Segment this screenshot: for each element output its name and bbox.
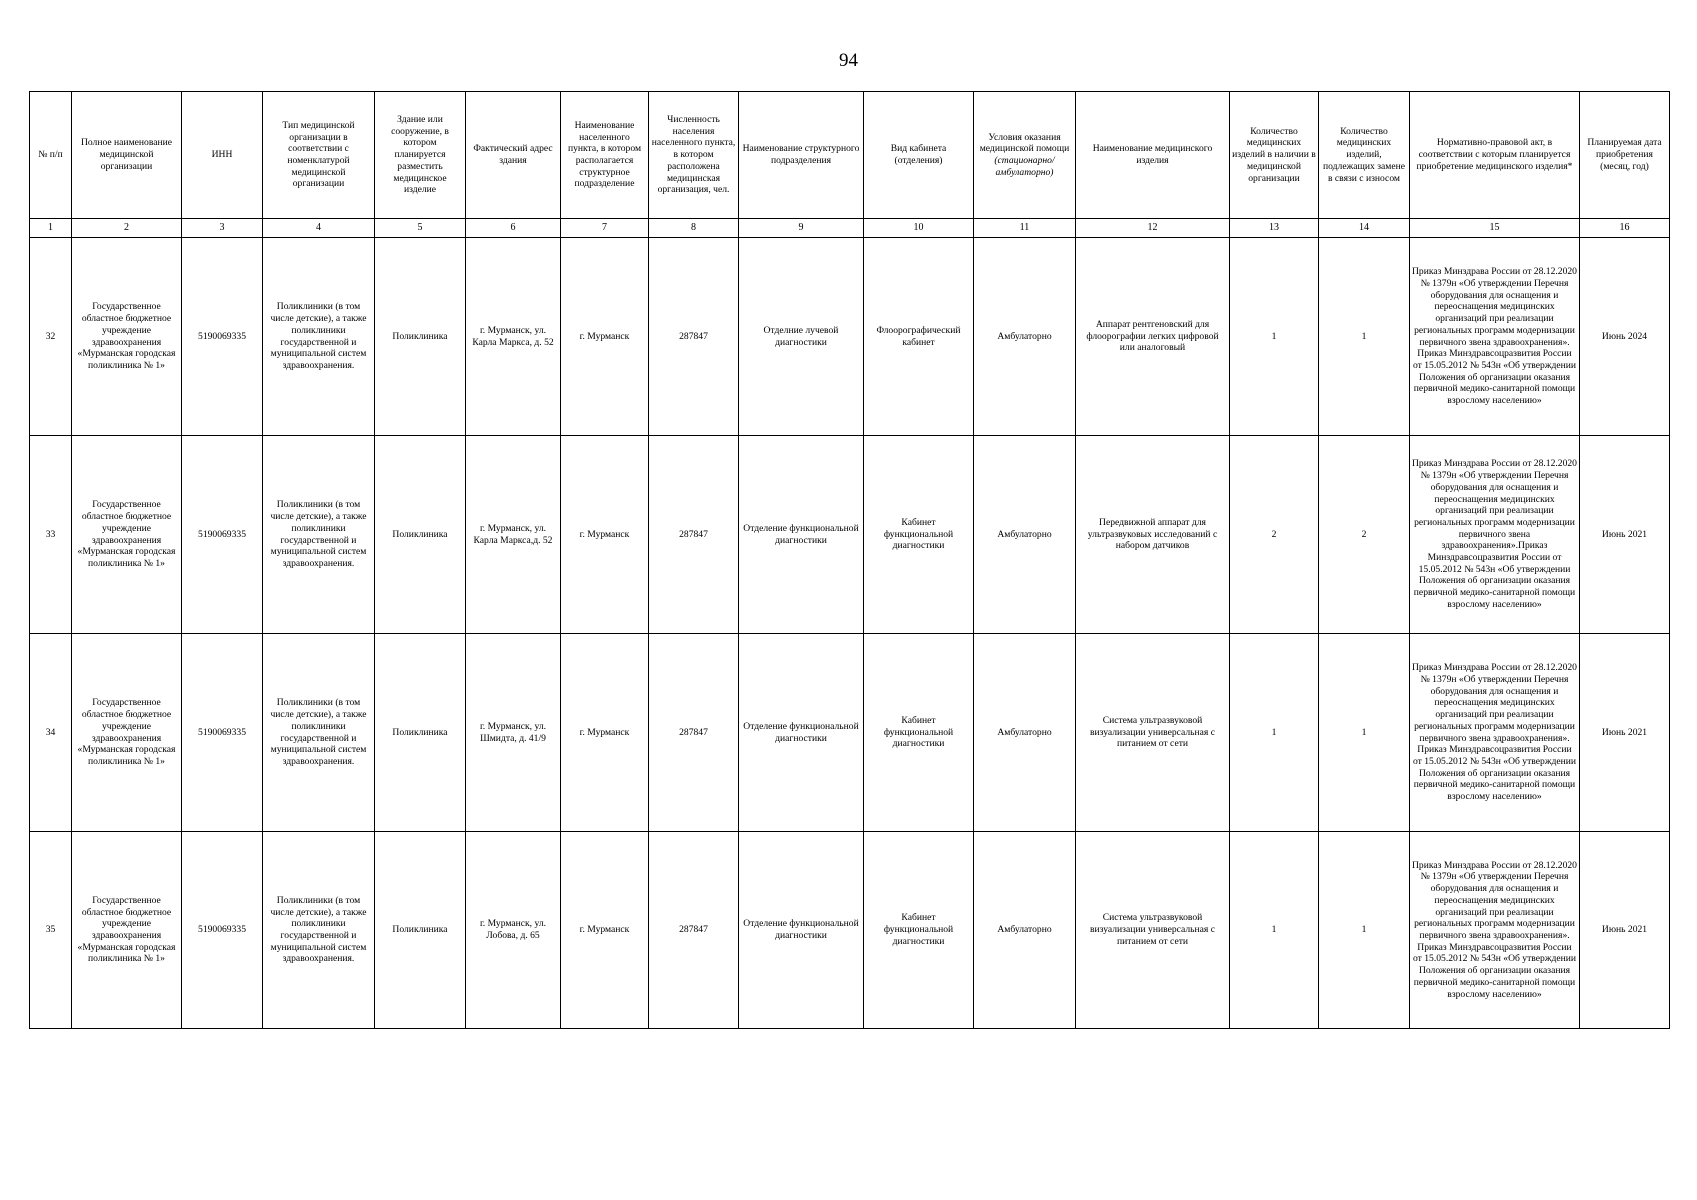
column-number: 16	[1580, 219, 1670, 238]
purchase-date: Июнь 2024	[1580, 238, 1670, 436]
cabinet: Флоорографический кабинет	[864, 238, 974, 436]
device-name: Система ультразвуковой визуализации универсальная с питанием от сети	[1076, 634, 1230, 832]
header-cell: Численность населения населенного пункта, в котором расположена медицинская организация, чел.	[649, 92, 739, 219]
table-row	[30, 436, 1670, 634]
conditions: Амбулаторно	[974, 436, 1076, 634]
header-cell: ИНН	[182, 92, 263, 219]
legal-act: Приказ Минздрава России от 28.12.2020 № 1379н «Об утверждении Перечня оборудования для оснащения и переоснащения медицинских организаций при реализации региональных программ модернизации первичного звена здравоохранения».Приказ Минздравсоцразвития России от 15.05.2012 № 543н «Об утверждении Положения об организации оказания первичной медико-санитарной помощи взрослому населению»	[1410, 436, 1580, 634]
row-number: 35	[30, 832, 72, 1029]
qty-available: 1	[1230, 832, 1319, 1029]
header-cell: Полное наименование медицинской организации	[72, 92, 182, 219]
inn: 5190069335	[182, 238, 263, 436]
column-number: 10	[864, 219, 974, 238]
qty-replace: 1	[1319, 238, 1410, 436]
row-number: 33	[30, 436, 72, 634]
population: 287847	[649, 436, 739, 634]
org-type: Поликлиники (в том числе детские), а также поликлиники государственной и муниципальной систем здравоохранения.	[263, 436, 375, 634]
header-cell: Тип медицинской организации в соответствии с номенклатурой медицинской организации	[263, 92, 375, 219]
org-name: Государственное областное бюджетное учреждение здравоохранения «Мурманская городская поликлиника № 1»	[72, 238, 182, 436]
address: г. Мурманск, ул. Лобова, д. 65	[466, 832, 561, 1029]
legal-act: Приказ Минздрава России от 28.12.2020 № 1379н «Об утверждении Перечня оборудования для оснащения и переоснащения медицинских организаций при реализации региональных программ модернизации первичного звена здравоохранения». Приказ Минздравсоцразвития России от 15.05.2012 № 543н «Об утверждении Положения об организации оказания первичной медико-санитарной помощи взрослому населению»	[1410, 238, 1580, 436]
header-cell: Вид кабинета (отделения)	[864, 92, 974, 219]
header-cell: Наименование населенного пункта, в котором располагается структурное подразделение	[561, 92, 649, 219]
column-number: 3	[182, 219, 263, 238]
header-cell: Планируемая дата приобретения (месяц, год)	[1580, 92, 1670, 219]
equipment-table	[29, 91, 1670, 1029]
address: г. Мурманск, ул. Карла Маркса,д. 52	[466, 436, 561, 634]
address: г. Мурманск, ул. Карла Маркса, д. 52	[466, 238, 561, 436]
building: Поликлиника	[375, 436, 466, 634]
population: 287847	[649, 634, 739, 832]
population: 287847	[649, 238, 739, 436]
qty-replace: 1	[1319, 634, 1410, 832]
table-header-row	[30, 92, 1670, 219]
header-cell: Наименование медицинского изделия	[1076, 92, 1230, 219]
column-number: 11	[974, 219, 1076, 238]
header-cell: Наименование структурного подразделения	[739, 92, 864, 219]
org-name: Государственное областное бюджетное учреждение здравоохранения «Мурманская городская поликлиника № 1»	[72, 436, 182, 634]
qty-replace: 1	[1319, 832, 1410, 1029]
header-cell: Количество медицинских изделий, подлежащих замене в связи с износом	[1319, 92, 1410, 219]
locality: г. Мурманск	[561, 238, 649, 436]
inn: 5190069335	[182, 832, 263, 1029]
column-number: 15	[1410, 219, 1580, 238]
column-number: 5	[375, 219, 466, 238]
building: Поликлиника	[375, 832, 466, 1029]
column-number: 4	[263, 219, 375, 238]
column-number: 13	[1230, 219, 1319, 238]
table-row	[30, 238, 1670, 436]
org-name: Государственное областное бюджетное учреждение здравоохранения «Мурманская городская поликлиника № 1»	[72, 634, 182, 832]
header-cell: Фактический адрес здания	[466, 92, 561, 219]
building: Поликлиника	[375, 634, 466, 832]
org-type: Поликлиники (в том числе детские), а также поликлиники государственной и муниципальной систем здравоохранения.	[263, 634, 375, 832]
header-conditions-note: (стационарно/ амбулаторно)	[994, 155, 1055, 178]
purchase-date: Июнь 2021	[1580, 832, 1670, 1029]
device-name: Система ультразвуковой визуализации универсальная с питанием от сети	[1076, 832, 1230, 1029]
header-cell	[974, 92, 1076, 219]
header-conditions-label: Условия оказания медицинской помощи	[979, 131, 1070, 155]
conditions: Амбулаторно	[974, 238, 1076, 436]
header-cell: Здание или сооружение, в котором планируется разместить медицинское изделие	[375, 92, 466, 219]
column-number-row	[30, 219, 1670, 238]
qty-available: 2	[1230, 436, 1319, 634]
qty-replace: 2	[1319, 436, 1410, 634]
header-cell: № п/п	[30, 92, 72, 219]
purchase-date: Июнь 2021	[1580, 436, 1670, 634]
locality: г. Мурманск	[561, 832, 649, 1029]
subdivision: Отделение функциональной диагностики	[739, 832, 864, 1029]
address: г. Мурманск, ул. Шмидта, д. 41/9	[466, 634, 561, 832]
purchase-date: Июнь 2021	[1580, 634, 1670, 832]
subdivision: Отделение функциональной диагностики	[739, 436, 864, 634]
legal-act: Приказ Минздрава России от 28.12.2020 № 1379н «Об утверждении Перечня оборудования для оснащения и переоснащения медицинских организаций при реализации региональных программ модернизации первичного звена здравоохранения». Приказ Минздравсоцразвития России от 15.05.2012 № 543н «Об утверждении Положения об организации оказания первичной медико-санитарной помощи взрослому населению»	[1410, 832, 1580, 1029]
locality: г. Мурманск	[561, 634, 649, 832]
page-number: 94	[839, 50, 858, 71]
column-number: 2	[72, 219, 182, 238]
table-row	[30, 832, 1670, 1029]
qty-available: 1	[1230, 238, 1319, 436]
device-name: Передвижной аппарат для ультразвуковых исследований с набором датчиков	[1076, 436, 1230, 634]
cabinet: Кабинет функциональной диагностики	[864, 634, 974, 832]
locality: г. Мурманск	[561, 436, 649, 634]
column-number: 6	[466, 219, 561, 238]
population: 287847	[649, 832, 739, 1029]
inn: 5190069335	[182, 436, 263, 634]
org-type: Поликлиники (в том числе детские), а также поликлиники государственной и муниципальной систем здравоохранения.	[263, 238, 375, 436]
header-cell: Количество медицинских изделий в наличии в медицинской организации	[1230, 92, 1319, 219]
column-number: 8	[649, 219, 739, 238]
org-type: Поликлиники (в том числе детские), а также поликлиники государственной и муниципальной систем здравоохранения.	[263, 832, 375, 1029]
table-row	[30, 634, 1670, 832]
subdivision: Отделение функциональной диагностики	[739, 634, 864, 832]
column-number: 7	[561, 219, 649, 238]
building: Поликлиника	[375, 238, 466, 436]
column-number: 9	[739, 219, 864, 238]
cabinet: Кабинет функциональной диагностики	[864, 436, 974, 634]
row-number: 34	[30, 634, 72, 832]
column-number: 14	[1319, 219, 1410, 238]
column-number: 1	[30, 219, 72, 238]
row-number: 32	[30, 238, 72, 436]
subdivision: Отделние лучевой диагностики	[739, 238, 864, 436]
org-name: Государственное областное бюджетное учреждение здравоохранения «Мурманская городская поликлиника № 1»	[72, 832, 182, 1029]
device-name: Аппарат рентгеновский для флоорографии легких цифровой или аналоговый	[1076, 238, 1230, 436]
cabinet: Кабинет функциональной диагностики	[864, 832, 974, 1029]
conditions: Амбулаторно	[974, 832, 1076, 1029]
header-cell: Нормативно-правовой акт, в соответствии с которым планируется приобретение медицинского изделия*	[1410, 92, 1580, 219]
inn: 5190069335	[182, 634, 263, 832]
qty-available: 1	[1230, 634, 1319, 832]
legal-act: Приказ Минздрава России от 28.12.2020 № 1379н «Об утверждении Перечня оборудования для оснащения и переоснащения медицинских организаций при реализации региональных программ модернизации первичного звена здравоохранения». Приказ Минздравсоцразвития России от 15.05.2012 № 543н «Об утверждении Положения об организации оказания первичной медико-санитарной помощи взрослому населению»	[1410, 634, 1580, 832]
column-number: 12	[1076, 219, 1230, 238]
conditions: Амбулаторно	[974, 634, 1076, 832]
